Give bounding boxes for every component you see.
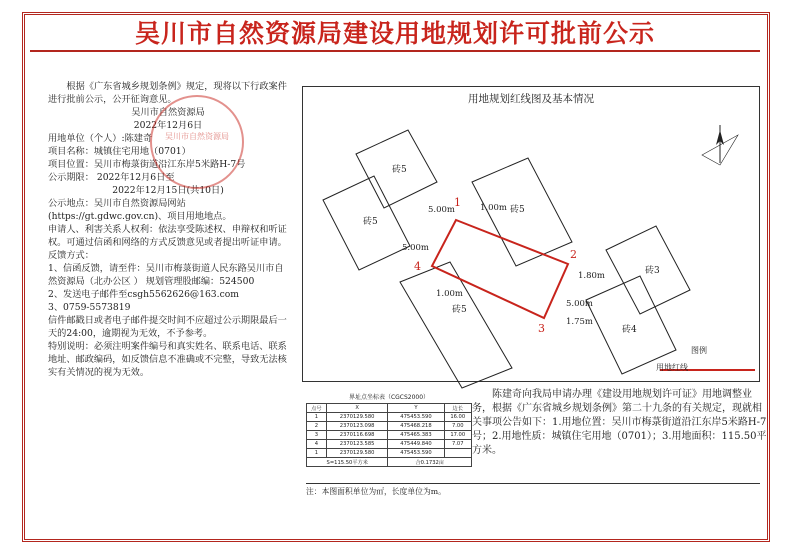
- point-label-1: 1: [454, 196, 461, 209]
- deadline-text: 信件邮戳日或者电子邮件提交时间不应超过公示期限最后一天的24:00，逾期视为无效，不予参考。: [48, 315, 287, 339]
- issue-date: 2022年12月6日: [133, 120, 203, 131]
- table-row: 4 2370123.585 475449.840 7.07: [307, 440, 472, 449]
- table-row: 1 2370129.580 475453.590 16.00: [307, 413, 472, 422]
- page-title: 吴川市自然资源局建设用地规划许可批前公示: [134, 19, 655, 48]
- period-start: 公示期限： 2022年12月6日至: [48, 172, 175, 183]
- point-label-2: 2: [570, 248, 577, 261]
- dim-label-5: 5.00m: [566, 299, 593, 309]
- feedback-letter: 1、信函反馈，请至件：吴川市梅菉街道人民东路吴川市自然资源局（北办公区 ） 规划管理股邮编：524500: [48, 263, 284, 287]
- feedback-phone: 3、0759-5573819: [48, 302, 131, 313]
- dim-label-2: 1.00m: [480, 203, 507, 213]
- notice-address: 公示地点：吴川市自然资源局网站(https://gt.gdwc.gov.cn)、项目用地地点。: [48, 198, 232, 222]
- building-5: [400, 262, 512, 388]
- point-label-4: 4: [414, 260, 421, 273]
- table-row: 2 2370123.098 475468.218 7.00: [307, 422, 472, 431]
- project-location: 项目位置：吴川市梅菉街道沿江东岸5米路H-7号: [48, 159, 246, 170]
- feedback-heading: 反馈方式：: [48, 250, 94, 261]
- dim-label-1: 5.00m: [428, 205, 455, 215]
- dim-label-6: 1.75m: [566, 317, 593, 327]
- table-header: X: [326, 404, 388, 413]
- building-label-3: 砖5: [510, 205, 525, 215]
- legend-title: 图例: [691, 346, 707, 355]
- applicant: 用地单位（个人）:陈建奇: [48, 133, 153, 144]
- right-paragraph: 陈建奇向我局申请办理《建设用地规划许可证》用地调整业务，根据《广东省城乡规划条例》第二十九条的有关规定，现就相关事项公告如下：1.用地位置：吴川市梅菉街道沿江东岸5米路H-7号；2.用地性质：城镇住宅用地（0701）；3.用地面积：115.50平方米。: [472, 389, 767, 456]
- project-name: 项目名称：城镇住宅用地（0701）: [48, 146, 191, 157]
- period-end: 2022年12月15日(共10日): [112, 185, 224, 196]
- legend-item: 用地红线: [656, 363, 688, 372]
- area-mu-value: 合0.1732亩: [388, 458, 472, 467]
- remark-text: 特别说明：必须注明案件编号和真实姓名、联系电话、联系地址、邮政编码，如反馈信息不准确或不完整，导致无法核实有关情况的视为无效。: [48, 341, 287, 378]
- building-label-6: 砖4: [622, 325, 637, 335]
- coordinate-table: [306, 403, 472, 467]
- rights-text: 申请人、利害关系人权利：依法享受陈述权、申辩权和听证权。可通过信函和网络的方式反馈意见或者提出听证申请。: [48, 224, 287, 248]
- building-label-5: 砖5: [452, 305, 467, 315]
- table-header: 点号: [307, 404, 327, 413]
- building-label-4: 砖3: [645, 266, 660, 276]
- building-label-1: 砖5: [392, 165, 407, 175]
- table-row: 3 2370116.698 475465.383 17.00: [307, 431, 472, 440]
- north-arrow-icon: [702, 125, 738, 165]
- table-header: Y: [388, 404, 444, 413]
- building-label-2: 砖5: [363, 217, 378, 227]
- map-title: 用地规划红线图及基本情况: [468, 93, 594, 105]
- table-row: 1 2370129.580 475453.590: [307, 449, 472, 458]
- table-title: 界址点坐标表（CGCS2000）: [348, 394, 430, 401]
- footnote: 注：本图面积单位为㎡，长度单位为m。: [306, 483, 760, 497]
- issuer: 吴川市自然资源局: [131, 107, 205, 118]
- table-header: 边长: [444, 404, 472, 413]
- dim-label-3: 5.00m: [402, 243, 429, 253]
- notice-right-text: [472, 388, 768, 458]
- feedback-email: 2、发送电子邮件至csgh5562626@163.com: [48, 289, 239, 300]
- dim-label-4: 1.80m: [578, 271, 605, 281]
- dim-label-7: 1.00m: [436, 289, 463, 299]
- seal-text: 吴川市自然资源局: [165, 132, 229, 141]
- legend: [656, 345, 707, 373]
- intro-text: 根据《广东省城乡规划条例》规定，现将以下行政案件进行批前公示，公开征询意见。: [48, 81, 287, 105]
- coordinate-table-block: [306, 392, 472, 474]
- area-value: S=115.50平方米: [307, 458, 388, 467]
- point-label-3: 3: [538, 322, 545, 335]
